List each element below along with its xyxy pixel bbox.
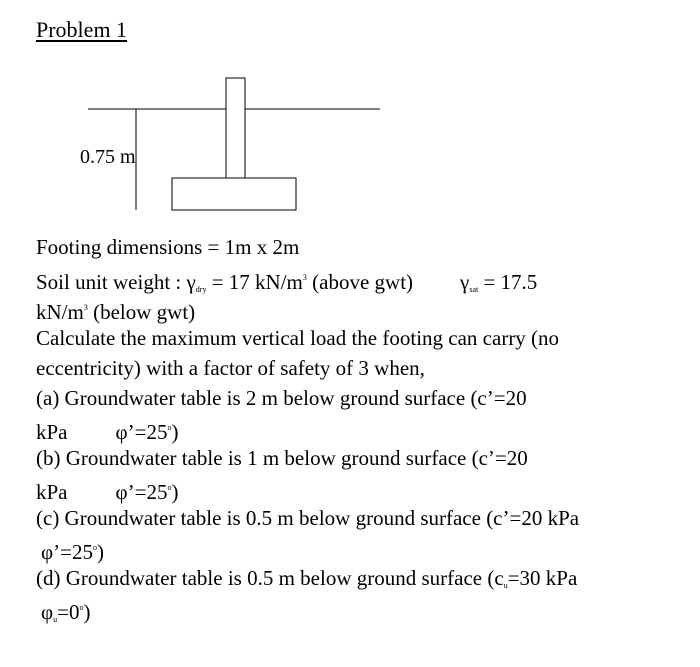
case-d-line-1: (d) Groundwater table is 0.5 m below ground surface ($c_u=30$ kPa — [36, 566, 578, 590]
case-b-line-1: (b) Groundwater table is 1 m below ground surface (c’=20 — [36, 446, 528, 470]
case-b-line-2: kPa $\varphi’=25^o$) — [36, 480, 179, 504]
calculate-line-2: eccentricity) with a factor of safety of 3 when, — [36, 356, 425, 380]
case-c-line-1: (c) Groundwater table is 0.5 m below ground surface (c’=20 kPa — [36, 506, 580, 530]
case-c-line-2: $\varphi’=25^o$) — [41, 540, 104, 564]
footing-dimensions-line: Footing dimensions = 1m x 2m — [36, 235, 300, 259]
case-a-line-1: (a) Groundwater table is 2 m below ground surface (c’=20 — [36, 386, 527, 410]
footing-base — [172, 178, 296, 210]
case-d-line-2: $\varphi_u=0^o$) — [41, 600, 91, 624]
soil-unit-weight-line: Soil unit weight : $\gamma_{dry} = 17$ $kN/m^3$ (above gwt) $\gamma_{sat} = 17.5$ — [36, 270, 538, 294]
problem-title: Problem 1 — [36, 17, 128, 42]
below-gwt-line: $kN/m^3$ (below gwt) — [36, 300, 196, 324]
case-a-line-2: kPa $\varphi’=25^o$) — [36, 420, 179, 444]
calculate-line-1: Calculate the maximum vertical load the footing can carry (no — [36, 326, 560, 350]
depth-label: 0.75 m — [80, 146, 136, 168]
footing-diagram — [0, 0, 700, 240]
footing-column — [226, 78, 245, 178]
